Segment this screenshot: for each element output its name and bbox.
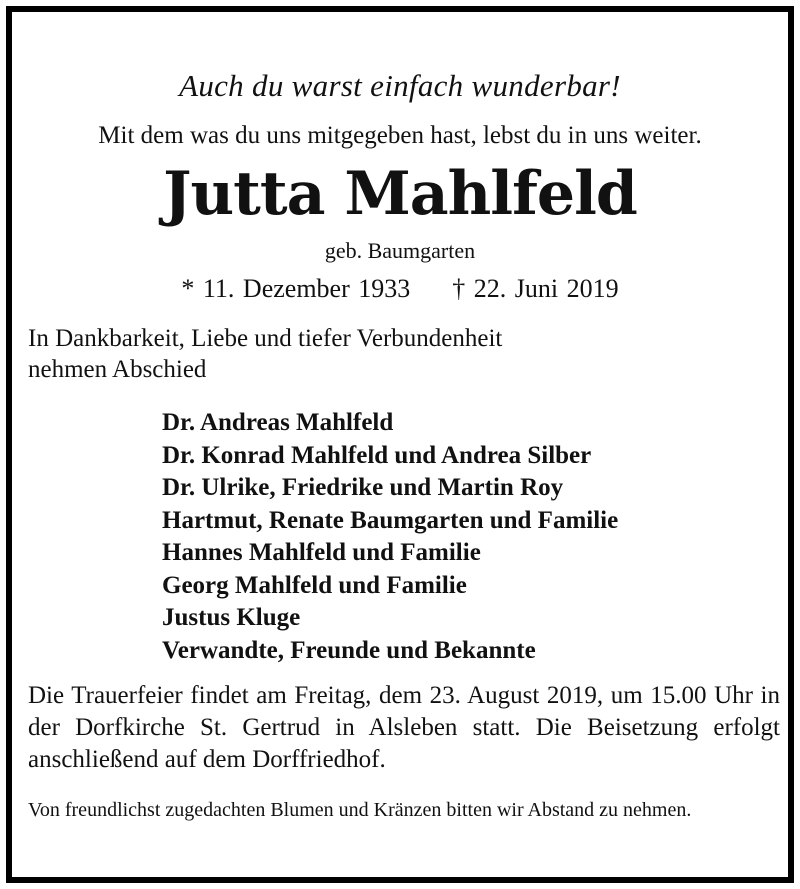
intro-line: nehmen Abschied [28, 356, 207, 383]
subline: Mit dem was du uns mitgegeben hast, lebst du in uns weiter. [98, 122, 702, 149]
mourner: Georg Mahlfeld und Familie [162, 571, 467, 599]
intro-text [28, 323, 728, 385]
intro-line: In Dankbarkeit, Liebe und tiefer Verbundenheit [28, 325, 503, 352]
mourner: Justus Kluge [162, 604, 301, 631]
mourner: Dr. Konrad Mahlfeld und Andrea Silber [162, 441, 592, 469]
mourner: Dr. Andreas Mahlfeld [162, 409, 394, 436]
flowers-request: Von freundlichst zugedachten Blumen und Kränzen bitten wir Abstand zu nehmen. [28, 799, 692, 821]
birth-date: * 11. Dezember 1933 [181, 274, 411, 303]
mourner: Verwandte, Freunde und Bekannte [162, 636, 536, 664]
ceremony-text: Die Trauerfeier findet am Freitag, dem 23. August 2019, um 15.00 Uhr in der Dorfkirche St. Gertrud in Alsleben statt. Die Beisetzung erfolgt anschließend auf dem Dorffriedhof. [28, 682, 780, 773]
mourners-list [162, 407, 618, 667]
motto: Auch du warst einfach wunderbar! [179, 68, 621, 103]
life-dates [12, 274, 788, 304]
maiden-name: geb. Baumgarten [324, 238, 476, 263]
deceased-name: Jutta Mahlfeld [163, 159, 637, 229]
mourner: Dr. Ulrike, Friedrike und Martin Roy [162, 474, 564, 501]
death-date: † 22. Juni 2019 [452, 274, 619, 303]
mourner: Hartmut, Renate Baumgarten und Familie [162, 506, 619, 534]
obituary-notice [6, 6, 794, 883]
mourner: Hannes Mahlfeld und Familie [162, 539, 481, 566]
